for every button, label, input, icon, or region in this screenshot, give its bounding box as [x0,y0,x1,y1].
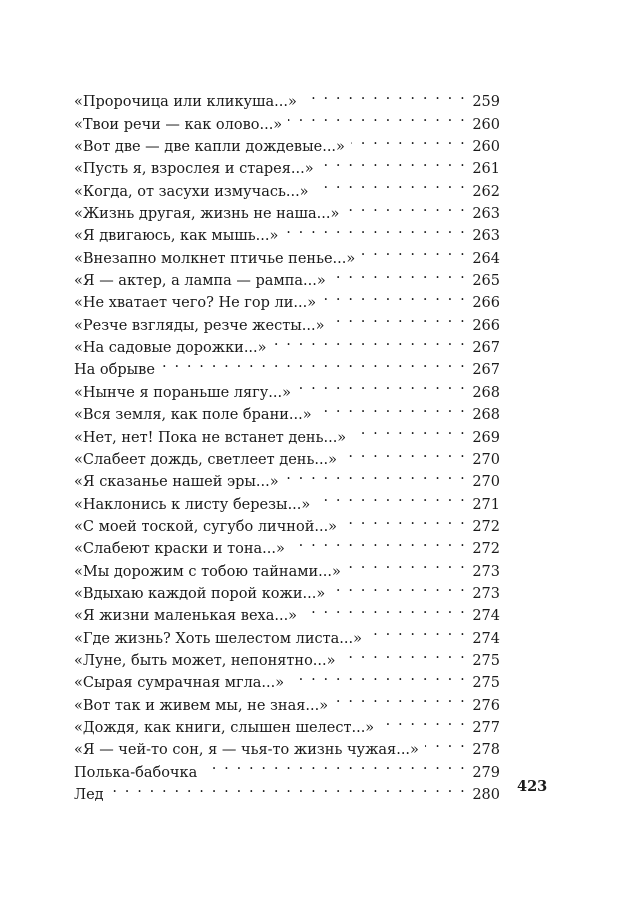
toc-dot-leader [380,710,466,732]
toc-dot-leader [315,173,467,195]
toc-entry-title: «Слабеет дождь, светлеет день...» [74,451,338,468]
toc-entry-title: «Луне, быть может, непонятно...» [74,652,336,669]
toc-entry-page: 271 [472,496,500,513]
toc-entry [74,84,500,111]
toc-entry-title: «Мы дорожим с тобою тайнами...» [74,563,341,580]
toc-entry-title: «Сырая сумрачная мгла...» [74,675,285,692]
toc-dot-leader [303,598,466,620]
toc-entry-page: 266 [472,317,500,334]
toc-entry-title: «Где жизнь? Хоть шелестом листа...» [74,630,362,647]
toc-entry-page: 274 [472,608,500,625]
toc-entry-page: 280 [472,787,500,803]
toc-dot-leader [347,553,466,575]
toc-dot-leader [343,442,466,464]
toc-dot-leader [110,777,467,799]
toc-entry-page: 265 [472,273,500,290]
toc-entry-title: Лед [74,787,104,803]
toc-entry-page: 267 [472,362,500,379]
toc-entry-page: 260 [472,116,500,133]
toc-entry-title: «Нет, нет! Пока не встанет день...» [74,429,347,446]
toc-entry-page: 278 [472,742,500,759]
toc-entry-title: «Вот так и живем мы, не зная...» [74,697,329,714]
toc-entry-title: «Нынче я пораньше лягу...» [74,384,291,401]
toc-dot-leader [291,531,466,553]
toc-entry-title: «Наклонись к листу березы...» [74,496,311,513]
toc-entry-title: «Я сказанье нашей эры...» [74,474,279,491]
toc-entry-title: «С моей тоской, сугубо личной...» [74,518,338,535]
toc-entry-title: «Резче взгляды, резче жесты...» [74,317,325,334]
toc-entry-title: «Не хватает чего? Не гор ли...» [74,295,317,312]
toc-dot-leader [368,620,466,642]
toc-entry-title: «На садовые дорожки...» [74,340,267,357]
toc-dot-leader [345,196,466,218]
toc-entry-page: 262 [472,183,500,200]
toc-entry-title: На обрыве [74,362,155,379]
toc-entry-page: 275 [472,675,500,692]
toc-entry-title: «Вот две — две капли дождевые...» [74,139,345,156]
toc-entry-page: 275 [472,652,500,669]
toc-entry-page: 274 [472,630,500,647]
toc-entry-page: 273 [472,563,500,580]
toc-entry [74,777,500,803]
toc-entry-page: 276 [472,697,500,714]
toc-dot-leader [342,643,467,665]
toc-dot-leader [320,151,467,173]
toc-entry-page: 266 [472,295,500,312]
toc-entry-title: «Я — актер, а лампа — рампа...» [74,273,326,290]
toc-dot-leader [288,106,466,128]
toc-entry-page: 272 [472,518,500,535]
toc-entry-page: 269 [472,429,500,446]
toc-dot-leader [284,218,466,240]
toc-dot-leader [285,464,467,486]
toc-dot-leader [161,352,466,374]
toc-dot-leader [316,486,466,508]
toc-entry-title: «Я двигаюсь, как мышь...» [74,228,279,245]
toc-dot-leader [330,307,466,329]
toc-entry-page: 279 [472,764,500,781]
toc-entry-title: «Вдыхаю каждой порой кожи...» [74,585,326,602]
toc-entry-title: «Слабеют краски и тона...» [74,541,285,558]
toc-dot-leader [361,240,466,262]
toc-entry-title: «Жизнь другая, жизнь не наша...» [74,206,340,223]
toc-dot-leader [297,374,466,396]
toc-entry-page: 272 [472,541,500,558]
toc-entry-title: «Внезапно молкнет птичье пенье...» [74,250,356,267]
toc-dot-leader [303,84,466,106]
toc-entry-title: «Я — чей-то сон, я — чья-то жизнь чужая...» [74,742,419,759]
toc-dot-leader [352,419,466,441]
page-number: 423 [517,778,548,795]
toc-entry-title: «Вся земля, как поле брани...» [74,407,312,424]
toc-dot-leader [318,397,467,419]
toc-entry-title: «Я жизни маленькая веха...» [74,608,298,625]
toc-dot-leader [351,129,466,151]
toc-entry-page: 264 [472,250,500,267]
toc-entry-page: 263 [472,228,500,245]
toc-entry-page: 267 [472,340,500,357]
toc-dot-leader [332,263,467,285]
toc-entry-page: 260 [472,139,500,156]
toc-entry-title: Полька-бабочка [74,764,198,781]
toc-entry-page: 261 [472,161,500,178]
toc-dot-leader [273,330,467,352]
toc-entry-page: 268 [472,407,500,424]
toc-entry-title: «Пусть я, взрослея и старея...» [74,161,314,178]
toc-entry-page: 268 [472,384,500,401]
toc-entry-page: 263 [472,206,500,223]
toc-dot-leader [334,687,466,709]
toc-dot-leader [322,285,466,307]
toc-entry-title: «Пророчица или кликуша...» [74,94,297,111]
toc-dot-leader [203,754,466,776]
toc-dot-leader [425,732,466,754]
toc-entry-title: «Когда, от засухи измучась...» [74,183,309,200]
toc-entry-page: 273 [472,585,500,602]
toc-dot-leader [290,665,466,687]
toc-entry-title: «Дождя, как книги, слышен шелест...» [74,719,375,736]
toc-dot-leader [331,576,466,598]
toc-entry-page: 270 [472,474,500,491]
table-of-contents [74,84,500,803]
toc-entry-page: 270 [472,451,500,468]
toc-entry-page: 277 [472,719,500,736]
toc-dot-leader [343,509,466,531]
toc-entry-page: 259 [472,94,500,111]
toc-entry-title: «Твои речи — как олово...» [74,116,283,133]
